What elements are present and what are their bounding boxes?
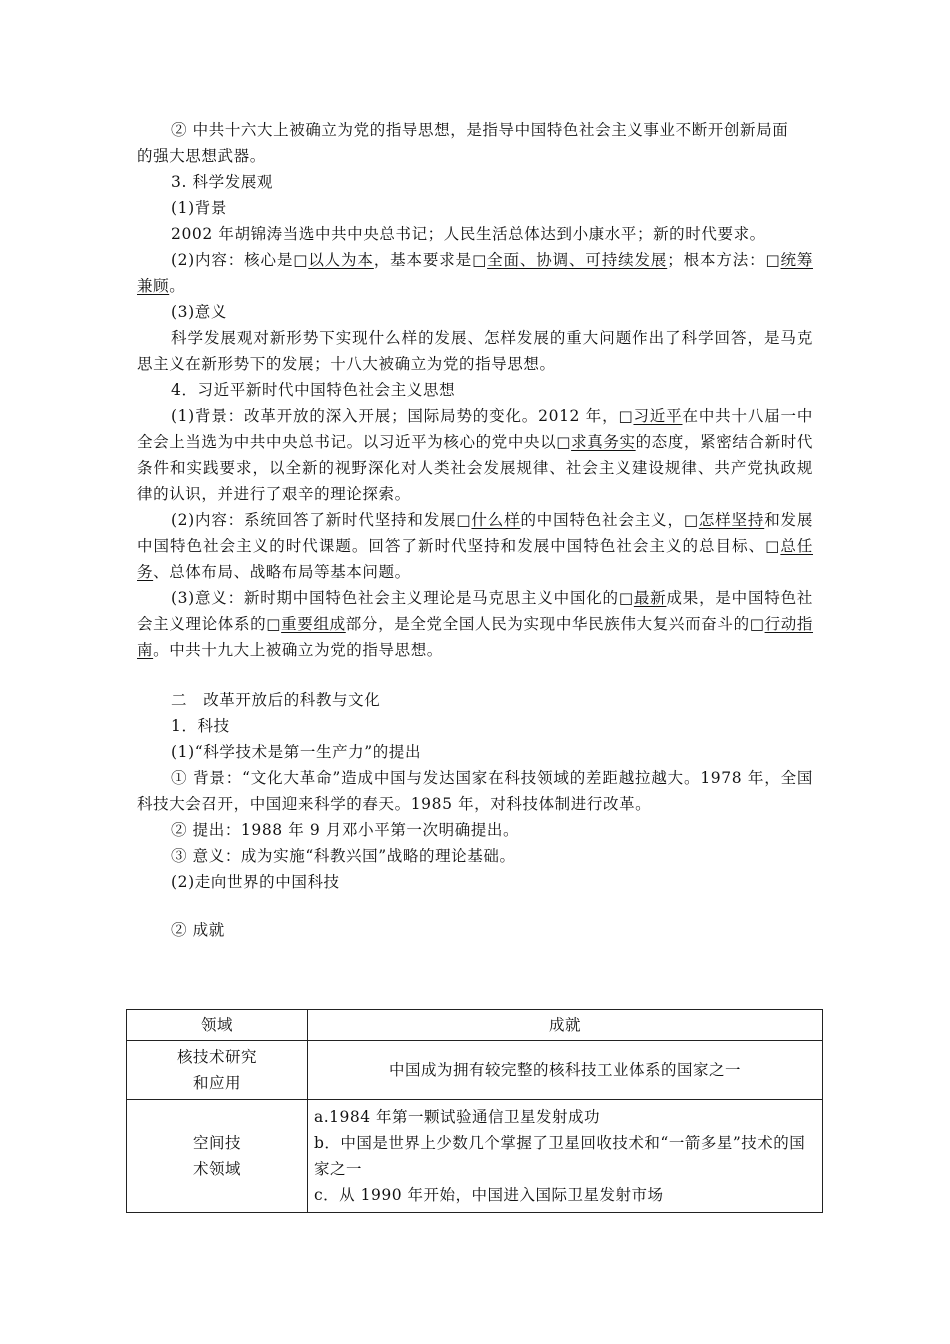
heading-1: 1．科技 bbox=[171, 717, 230, 735]
subheading: ② 成就 bbox=[171, 921, 225, 939]
subheading: (1)“科学技术是第一生产力”的提出 bbox=[171, 743, 422, 761]
subheading: (3)意义 bbox=[171, 303, 227, 321]
paragraph: ① 背景：“文化大革命”造成中国与发达国家在科技领域的差距越拉越大。1978 年，全国科技大会召开，中国迎来科学的春天。1985 年，对科技体制进行改革。 bbox=[137, 769, 813, 813]
paragraph: ② 提出：1988 年 9 月邓小平第一次明确提出。 bbox=[171, 821, 520, 839]
heading-3: 3. 科学发展观 bbox=[171, 173, 274, 191]
spacer bbox=[137, 663, 813, 687]
paragraph: 的强大思想武器。 bbox=[137, 147, 266, 165]
paragraph: (2)内容：核心是□以人为本，基本要求是□全面、协调、可持续发展；根本方法：□统筹兼顾。 bbox=[137, 251, 813, 295]
document-body bbox=[137, 117, 813, 943]
table-cell-achievement: a.1984 年第一颗试验通信卫星发射成功 b．中国是世界上少数几个掌握了卫星回收技术和“一箭多星”技术的国家之一 c．从 1990 年开始，中国进入国际卫星发射市场 bbox=[308, 1100, 823, 1213]
table-cell-field: 空间技 术领域 bbox=[127, 1100, 308, 1213]
spacer bbox=[137, 895, 813, 917]
paragraph: ③ 意义：成为实施“科教兴国”战略的理论基础。 bbox=[171, 847, 516, 865]
heading-4: 4．习近平新时代中国特色社会主义思想 bbox=[171, 381, 456, 399]
paragraph: 科学发展观对新形势下实现什么样的发展、怎样发展的重大问题作出了科学回答，是马克思主义在新形势下的发展；十八大被确立为党的指导思想。 bbox=[137, 329, 813, 373]
table-cell-achievement: 中国成为拥有较完整的核科技工业体系的国家之一 bbox=[308, 1041, 823, 1100]
subheading: (1)背景 bbox=[171, 199, 227, 217]
paragraph: 2002 年胡锦涛当选中共中央总书记；人民生活总体达到小康水平；新的时代要求。 bbox=[171, 225, 766, 243]
subheading: (2)走向世界的中国科技 bbox=[171, 873, 340, 891]
table-header-field: 领域 bbox=[127, 1010, 308, 1041]
table-row bbox=[127, 1100, 823, 1213]
table-row bbox=[127, 1041, 823, 1100]
paragraph: ② 中共十六大上被确立为党的指导思想，是指导中国特色社会主义事业不断开创新局面 bbox=[171, 121, 789, 139]
paragraph: (1)背景：改革开放的深入开展；国际局势的变化。2012 年，□习近平在中共十八届一中全会上当选为中共中央总书记。以习近平为核心的党中央以□求真务实的态度，紧密结合新时代条件和实践要求，以全新的视野深化对人类社会发展规律、社会主义建设规律、共产党执政规律的认识，并进行了艰辛的理论探索。 bbox=[137, 407, 813, 503]
section-title: 二 改革开放后的科教与文化 bbox=[171, 691, 381, 709]
table-header-row bbox=[127, 1010, 823, 1041]
table-header-achievement: 成就 bbox=[308, 1010, 823, 1041]
paragraph: (2)内容：系统回答了新时代坚持和发展□什么样的中国特色社会主义，□怎样坚持和发展中国特色社会主义的时代课题。回答了新时代坚持和发展中国特色社会主义的总目标、□总任务、总体布局、战略布局等基本问题。 bbox=[137, 511, 813, 581]
table-cell-field: 核技术研究 和应用 bbox=[127, 1041, 308, 1100]
paragraph: (3)意义：新时期中国特色社会主义理论是马克思主义中国化的□最新成果，是中国特色社会主义理论体系的□重要组成部分，是全党全国人民为实现中华民族伟大复兴而奋斗的□行动指南。中共十九大上被确立为党的指导思想。 bbox=[137, 589, 814, 659]
achievements-table bbox=[126, 1009, 823, 1213]
